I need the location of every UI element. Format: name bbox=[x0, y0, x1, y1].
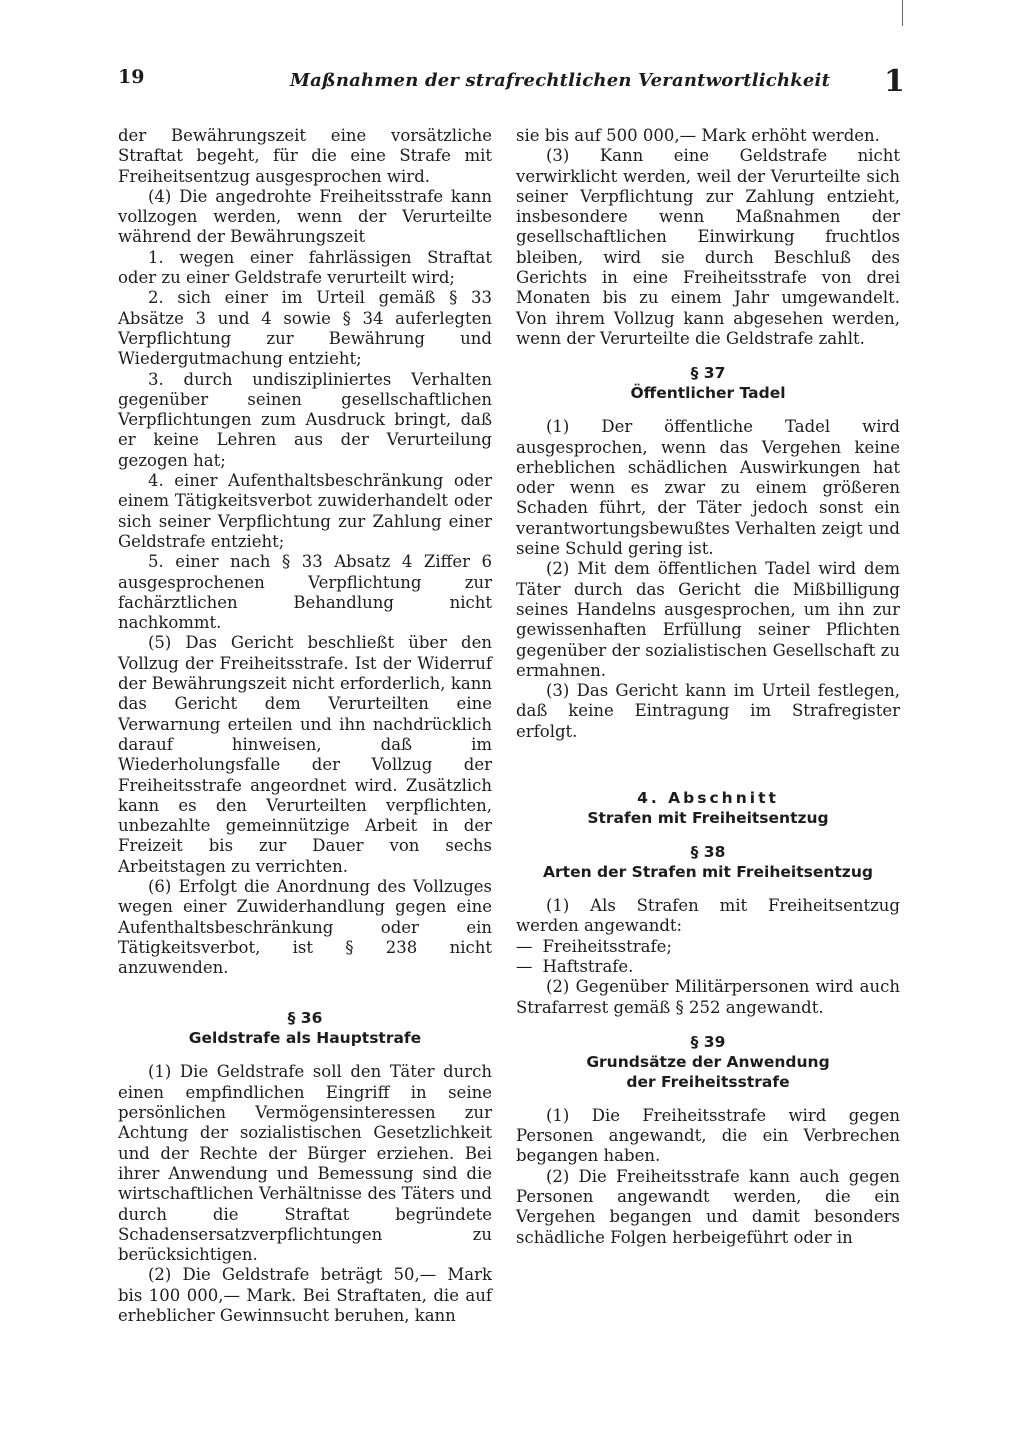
paragraph: (1) Der öffentliche Tadel wird ausgesprochen, wenn das Vergehen keine erheblichen schädlichen Auswirkungen hat oder wenn es zwar zu einem größeren Schaden führt, der Täter jedoch sonst ein verantwortungsbewußtes Verhalten zeigt und seine Schuld gering ist. bbox=[516, 417, 900, 559]
section-title: Arten der Strafen mit Freiheitsentzug bbox=[543, 863, 873, 882]
dash-bullet: — bbox=[516, 956, 533, 976]
paragraph: der Bewährungszeit eine vorsätzliche Straftat begeht, für die eine Strafe mit Freiheitsentzug ausgesprochen wird. bbox=[118, 126, 492, 186]
chapter-section-heading: 4. Abschnitt bbox=[637, 789, 779, 808]
paragraph: (5) Das Gericht beschließt über den Vollzug der Freiheitsstrafe. Ist der Widerruf der Bewährungszeit nicht erforderlich, kann das Gericht dem Verurteilten eine Verwarnung erteilen und ihn nachdrücklich darauf hinweisen, daß im Wiederholungsfalle der Vollzug der Freiheitsstrafe angeordnet wird. Zusätzlich kann es den Verurteilten verpflichten, unbezahlte gemeinnützige Arbeit in der Freizeit bis zur Dauer von sechs Arbeitstagen zu verrichten. bbox=[118, 633, 492, 876]
section-title: Geldstrafe als Hauptstrafe bbox=[188, 1029, 422, 1048]
paragraph: (2) Die Freiheitsstrafe kann auch gegen Personen angewandt werden, die ein Vergehen begangen und damit besonders schädliche Folgen herbeigeführt oder in bbox=[516, 1166, 900, 1247]
section-title: Öffentlicher Tadel bbox=[630, 384, 786, 403]
running-title: Maßnahmen der strafrechtlichen Verantwortlichkeit bbox=[290, 70, 831, 91]
right-column bbox=[516, 126, 900, 1248]
page-edge-mark bbox=[902, 0, 903, 26]
paragraph: (6) Erfolgt die Anordnung des Vollzuges wegen einer Zuwiderhandlung gegen eine Aufenthaltsbeschränkung oder ein Tätigkeitsverbot, ist § 238 nicht anzuwenden. bbox=[118, 876, 492, 978]
chapter-section-title: Strafen mit Freiheitsentzug bbox=[587, 809, 829, 828]
section-title: Grundsätze der Anwendung bbox=[586, 1052, 830, 1071]
section-number: § 39 bbox=[690, 1032, 726, 1051]
list-item: 5. einer nach § 33 Absatz 4 Ziffer 6 ausgesprochenen Verpflichtung zur fachärztlichen Behandlung nicht nachkommt. bbox=[118, 552, 492, 633]
section-title: der Freiheitsstrafe bbox=[626, 1072, 790, 1091]
paragraph: (2) Gegenüber Militärpersonen wird auch Strafarrest gemäß § 252 angewandt. bbox=[516, 977, 900, 1017]
list-item: 3. durch undiszipliniertes Verhalten gegenüber seinen gesellschaftlichen Verpflichtungen zum Ausdruck bringt, daß er keine Lehren aus der Verurteilung gezogen hat; bbox=[118, 369, 492, 470]
page-number: 19 bbox=[118, 66, 145, 88]
dash-bullet: — bbox=[516, 936, 533, 956]
section-number: § 37 bbox=[690, 364, 726, 383]
list-item-text: Haftstrafe. bbox=[542, 956, 634, 976]
list-item: 4. einer Aufenthaltsbeschränkung oder einem Tätigkeitsverbot zuwiderhandelt oder sich seiner Verpflichtung zur Zahlung einer Geldstrafe entzieht; bbox=[118, 471, 492, 551]
paragraph: (3) Kann eine Geldstrafe nicht verwirklicht werden, weil der Verurteilte sich seiner Verpflichtung zur Zahlung entzieht, insbesondere wenn Maßnahmen der gesellschaftlichen Einwirkung fruchtlos bleiben, wird sie durch Beschluß des Gerichts in eine Freiheitsstrafe von drei Monaten bis zu einem Jahr umgewandelt. Von ihrem Vollzug kann abgesehen werden, wenn der Verurteilte die Geldstrafe zahlt. bbox=[516, 146, 900, 348]
list-item: 1. wegen einer fahrlässigen Straftat oder zu einer Geldstrafe verurteilt wird; bbox=[118, 247, 492, 288]
paragraph: (1) Als Strafen mit Freiheitsentzug werden angewandt: bbox=[516, 896, 900, 936]
list-item bbox=[516, 937, 900, 957]
chapter-number: 1 bbox=[884, 64, 905, 99]
paragraph: (2) Mit dem öffentlichen Tadel wird dem Täter durch das Gericht die Mißbilligung seines Handelns ausgesprochen, um ihn zur gewissenhaften Erfüllung seiner Pflichten gegenüber der sozialistischen Gesellschaft zu ermahnen. bbox=[516, 559, 900, 680]
section-number: § 36 bbox=[287, 1009, 323, 1028]
paragraph: (1) Die Geldstrafe soll den Täter durch einen empfindlichen Eingriff in seine persönlichen Vermögensinteressen zur Achtung der sozialistischen Gesetzlichkeit und der Rechte der Bürger erziehen. Bei ihrer Anwendung und Bemessung sind die wirtschaftlichen Verhältnisse des Täters und durch die Straftat begründete Schadensersatzverpflichtungen zu berücksichtigen. bbox=[118, 1062, 492, 1265]
paragraph: sie bis auf 500 000,— Mark erhöht werden. bbox=[516, 126, 880, 145]
section-number: § 38 bbox=[690, 843, 726, 862]
paragraph: (4) Die angedrohte Freiheitsstrafe kann vollzogen werden, wenn der Verurteilte während der Bewährungszeit bbox=[118, 186, 492, 247]
paragraph: (3) Das Gericht kann im Urteil festlegen, daß keine Eintragung im Strafregister erfolgt. bbox=[516, 681, 900, 741]
paragraph: (1) Die Freiheitsstrafe wird gegen Personen angewandt, die ein Verbrechen begangen haben. bbox=[516, 1105, 900, 1166]
paragraph: (2) Die Geldstrafe beträgt 50,— Mark bis 100 000,— Mark. Bei Straftaten, die auf erheblicher Gewinnsucht beruhen, kann bbox=[118, 1265, 492, 1326]
list-item: 2. sich einer im Urteil gemäß § 33 Absätze 3 und 4 sowie § 34 auferlegten Verpflichtung zur Bewährung und Wiedergutmachung entzieht; bbox=[118, 288, 492, 369]
left-column bbox=[118, 126, 492, 1326]
list-item-text: Freiheitsstrafe; bbox=[542, 936, 672, 956]
list-item bbox=[516, 957, 900, 977]
